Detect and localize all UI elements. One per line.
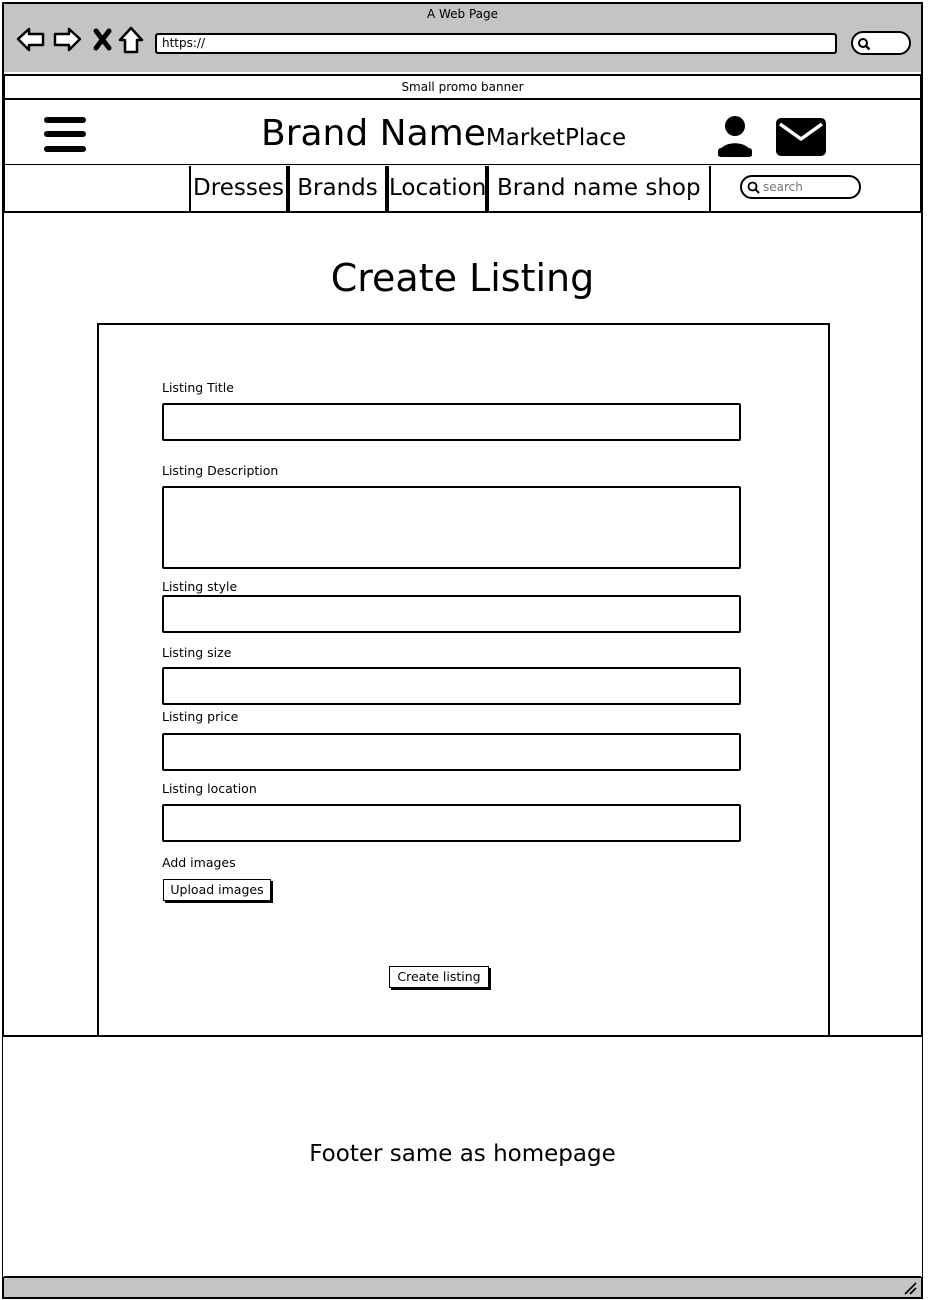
home-icon[interactable] [116, 24, 148, 56]
add-images-label: Add images [162, 855, 236, 870]
listing-price-input[interactable] [162, 733, 741, 771]
address-bar[interactable]: https:// [155, 33, 837, 54]
forward-icon[interactable] [51, 24, 83, 56]
user-account-icon[interactable] [716, 115, 754, 157]
search-input[interactable] [763, 179, 853, 195]
footer-text: Footer same as homepage [309, 1141, 616, 1167]
upload-images-button[interactable]: Upload images [163, 879, 271, 901]
brand-name: Brand Name [261, 113, 486, 154]
listing-description-label: Listing Description [162, 463, 279, 478]
tab-brands[interactable]: Brands [288, 166, 387, 213]
tab-brand-name-shop[interactable]: Brand name shop [487, 166, 711, 213]
listing-style-input[interactable] [162, 595, 741, 633]
listing-description-input[interactable] [162, 486, 741, 569]
listing-size-input[interactable] [162, 667, 741, 705]
listing-title-label: Listing Title [162, 380, 234, 395]
tab-dresses[interactable]: Dresses [189, 166, 288, 213]
messages-envelope-icon[interactable] [776, 117, 826, 157]
search-icon [747, 181, 760, 194]
tab-location[interactable]: Location [387, 166, 487, 213]
site-search[interactable] [740, 175, 861, 199]
brand-logo[interactable] [261, 112, 626, 160]
create-listing-button[interactable]: Create listing [389, 966, 489, 988]
brand-suffix: MarketPlace [485, 125, 627, 151]
listing-style-label: Listing style [162, 579, 238, 594]
resize-grip-icon[interactable] [902, 1280, 918, 1296]
page-title: Create Listing [330, 256, 595, 300]
search-icon [857, 37, 871, 51]
listing-size-label: Listing size [162, 645, 232, 660]
window-title: A Web Page [426, 7, 499, 21]
listing-location-label: Listing location [162, 781, 257, 796]
listing-location-input[interactable] [162, 804, 741, 842]
listing-price-label: Listing price [162, 709, 239, 724]
back-icon[interactable] [15, 24, 47, 56]
hamburger-menu-icon[interactable] [44, 117, 86, 155]
browser-search[interactable] [851, 31, 911, 55]
browser-statusbar [4, 1276, 921, 1297]
promo-banner[interactable]: Small promo banner [3, 74, 922, 100]
listing-title-input[interactable] [162, 403, 741, 441]
